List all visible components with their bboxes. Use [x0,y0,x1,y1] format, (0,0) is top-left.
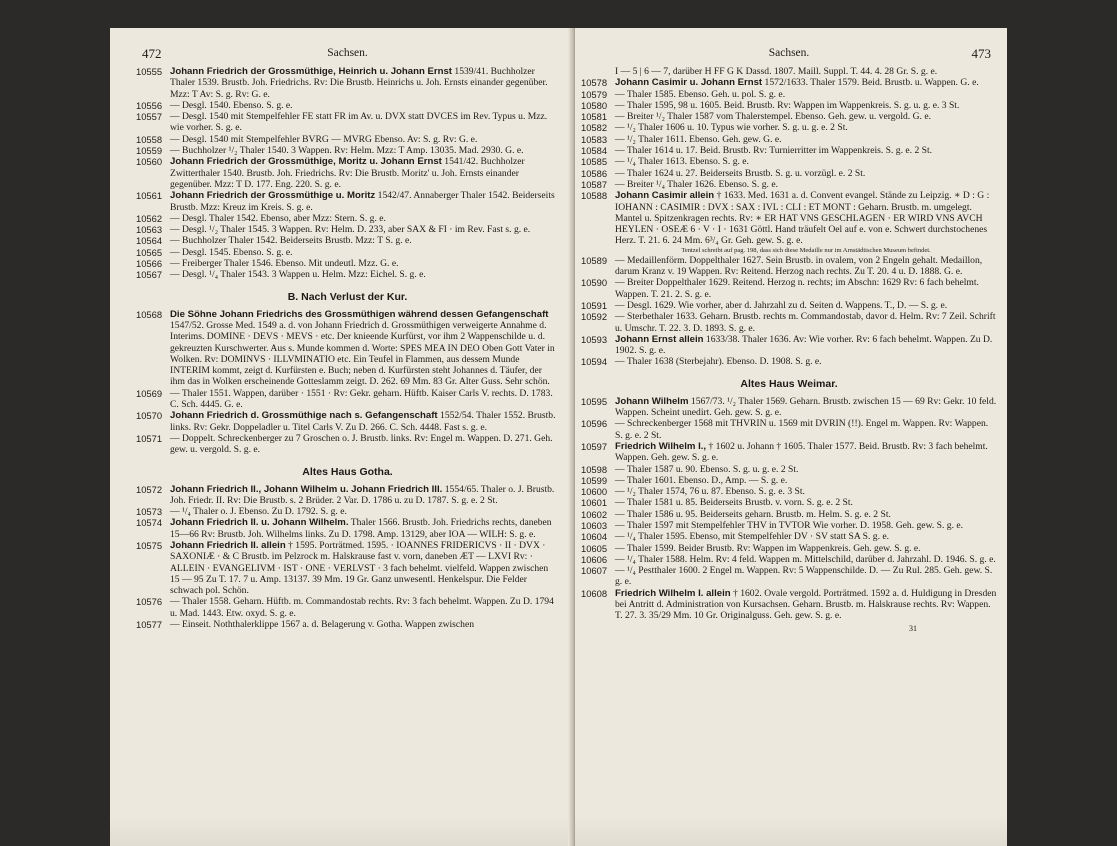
lot-number: 10603 [581,519,608,531]
catalog-entry [136,247,559,258]
entries-list [581,247,997,255]
catalog-entry [136,540,559,596]
lot-number: 10588 [581,190,608,202]
entry-description: — Desgl. 1540. Ebenso. S. g. e. [170,99,293,111]
catalog-entry [581,588,997,622]
entry-description: — Schreckenberger 1568 mit THVRIN u. 1569 mit DVRIN (!!). Engel m. Wappen. Rv: Wappen. S. g. e. 2 St. [615,418,989,441]
entry-description: 1542/47. Annaberger Thaler 1542. Beiderseits Brustb. Mzz: Kreuz im Kreis. S. g. e. [170,190,555,213]
signature-mark: 31 [909,623,917,633]
section-heading: Altes Haus Gotha. [302,465,393,478]
lot-number: 10583 [581,133,608,145]
catalog-entry [581,356,997,367]
catalog-entry [136,235,559,246]
lot-number: 10589 [581,254,608,266]
catalog-entry [581,464,997,475]
catalog-entry [581,300,997,311]
page-number: 472 [142,46,162,61]
entry-description: — Desgl. Thaler 1542. Ebenso, aber Mzz: Stern. S. g. e. [170,212,386,224]
right-page [575,28,1007,846]
entries-list [581,66,997,77]
entries-list [136,484,559,631]
lot-number: 10600 [581,486,608,498]
entry-heading: Die Söhne Johann Friedrichs des Grossmüthigen während dessen Gefangenschaft [170,308,549,320]
lot-number: 10597 [581,440,608,452]
entry-description: — ¹/₂ Thaler 1574, 76 u. 87. Ebenso. S. g. e. 3 St. [615,486,805,498]
lot-number: 10577 [136,619,163,631]
entry-description: — Breiter ¹/₂ Thaler 1587 vom Thalerstempel. Ebenso. Geh. gew. u. vergold. G. e. [615,111,931,123]
section-heading: Altes Haus Weimar. [740,377,838,390]
catalog-entry [581,145,997,156]
entry-heading: Johann Friedrich II. u. Johann Wilhelm. [170,517,349,529]
catalog-entry [581,509,997,520]
lot-number: 10562 [136,212,163,224]
entry-heading: Johann Casimir allein [615,190,715,202]
catalog-entry [136,156,559,190]
catalog-entry [581,111,997,122]
entries-list [581,77,997,246]
continuation-text: I — 5 | 6 — 7, darüber H FF G K Dassd. 1807. Maill. Suppl. T. 44. 4. 28 Gr. S. g. e. [615,66,938,77]
entry-description: — Thaler 1601. Ebenso. D., Amp. — S. g. e. [615,474,788,486]
entry-heading: Johann Friedrich der Grossmüthige, Moritz u. Johann Ernst [170,156,442,168]
catalog-entry [136,484,559,507]
entry-heading: Friedrich Wilhelm I., [615,440,707,452]
lot-number: 10608 [581,587,608,599]
lot-number: 10594 [581,356,608,368]
catalog-entry [136,506,559,517]
page-shadow [575,816,1007,846]
catalog-entry [581,497,997,508]
entry-description: — Thaler 1558. Geharn. Hüftb. m. Commandostab rechts. Rv: 3 fach behelmt. Wappen. Zu D. 1794 u. Mad. 1443. Etw. oxyd. S. g. e. [170,596,554,619]
catalog-entry [581,520,997,531]
catalog-entry [581,418,997,441]
page-number: 473 [971,46,991,61]
entry-description: 1541/42. Buchholzer Zwitterthaler 1540. Brustb. Joh. Friedrichs. Rv: Die Brustb. Moritz' u. Joh. Ernsts einander gegenüber. Mzz: T D. 177. Eng. 220. S. g. e. [170,156,525,190]
lot-number: 10607 [581,565,608,577]
entry-description: — Desgl. 1545. Ebenso. S. g. e. [170,246,293,258]
catalog-entry [136,111,559,134]
lot-number: 10561 [136,190,163,202]
catalog-entry [136,190,559,213]
lot-number: 10556 [136,99,163,111]
catalog-entry [136,596,559,619]
catalog-entry [581,122,997,133]
catalog-entry [581,89,997,100]
entries-list [581,396,997,622]
entry-description: — Desgl. ¹/₂ Thaler 1545. 3 Wappen. Rv: Helm. D. 233, aber SAX & FI · im Rev. Fast s. g. e. [170,224,531,236]
lot-number: 10601 [581,497,608,509]
catalog-entry [136,433,559,456]
lot-number: 10559 [136,145,163,157]
entry-description: — Einseit. Noththalerklippe 1567 a. d. Belagerung v. Gotha. Wappen zwischen [170,619,475,631]
entry-description: — Thaler 1614 u. 17. Beid. Brustb. Rv: Turnierritter im Wappenkreis. S. g. e. 2 St. [615,145,933,157]
lot-number: 10569 [136,387,163,399]
page-header [136,46,559,66]
lot-number: 10570 [136,410,163,422]
catalog-entry [136,517,559,540]
lot-number: 10574 [136,517,163,529]
catalog-entry [136,269,559,280]
page-header [581,46,997,66]
entries-list [136,66,559,281]
lot-number: 10568 [136,308,163,320]
entry-description: — Medaillenförm. Doppelthaler 1627. Sein Brustb. in ovalem, von 2 Engeln gehalt. Medaillon, darum Kranz v. 19 Wappen. Rv: Reitend. Herzog nach rechts. Zu T. 20. 4 u. D. 1888. G. e. [615,254,983,278]
catalog-entry [581,543,997,554]
footnote: Tentzel schreibt auf pag. 198, dass sich diese Medaille nur im Arnstädtischen Museum befindet. [681,246,931,254]
catalog-entry [581,168,997,179]
entry-description: 1554/65. Thaler o. J. Brustb. Joh. Friedr. II. Rv: Die Brustb. s. 2 Brüder. 2 Var. D. 1786 u. zu D. 1787. S. g. e. 2 St. [170,483,555,506]
entry-description: — Thaler 1624 u. 27. Beiderseits Brustb. S. g. u. vorzügl. e. 2 St. [615,167,866,179]
entry-description: † 1602 u. Johann † 1605. Thaler 1577. Beid. Brustb. Rv: 3 fach behelmt. Wappen. Geh. gew. S. g. e. [615,440,988,464]
entry-heading: Johann Friedrich der Grossmüthige u. Moritz [170,190,376,202]
catalog-entry [136,213,559,224]
entry-description: — Desgl. 1540 mit Stempelfehler FE statt FR im Av. u. DVX statt DVCES im Rev. Typus u. Mzz. wie vorher. S. g. e. [170,111,548,134]
lot-number: 10575 [136,539,163,551]
catalog-entry [136,134,559,145]
catalog-entry [581,179,997,190]
entry-description: — Breiter ¹/₄ Thaler 1626. Ebenso. S. g. e. [615,178,778,190]
entry-description: Thaler 1566. Brustb. Joh. Friedrichs rechts, daneben 15—66 Rv: Brustb. Joh. Wilhelms links. Zu D. 1798. Amp. 13129, aber IOA — WILH: S. g. e. [170,517,552,540]
entry-description: 1567/73. ¹/₂ Thaler 1569. Geharn. Brustb. zwischen 15 — 69 Rv: Gekr. 10 feld. Wappen. Scheint unedirt. Geh. gew. S. g. e. [615,395,997,419]
lot-number: 10586 [581,167,608,179]
entry-description: — Buchholzer Thaler 1542. Beiderseits Brustb. Mzz: T S. g. e. [170,235,412,247]
entry-description: — ¹/₂ Thaler 1606 u. 10. Typus wie vorher. S. g. u. g. e. 2 St. [615,122,848,134]
catalog-entry [136,258,559,269]
catalog-entry [581,554,997,565]
entry-description: 1572/1633. Thaler 1579. Beid. Brustb. u. Wappen. G. e. [764,77,979,89]
entry-heading: Johann Wilhelm [615,395,689,407]
catalog-entry [581,100,997,111]
entry-heading: Johann Friedrich d. Grossmüthige nach s. Gefangenschaft [170,410,438,422]
section-heading: B. Nach Verlust der Kur. [287,290,408,303]
entry-heading: Johann Ernst allein [615,333,704,345]
catalog-entry [581,156,997,167]
entry-description: — Thaler 1595, 98 u. 1605. Beid. Brustb. Rv: Wappen im Wappenkreis. S. g. u. g. e. 3 St. [615,99,960,111]
entry-heading: Johann Friedrich II. allein [170,539,286,551]
lot-number: 10560 [136,156,163,168]
catalog-entry [581,334,997,357]
lot-number: 10592 [581,311,608,323]
catalog-entry [136,66,559,100]
entry-description: — Thaler 1581 u. 85. Beiderseits Brustb. v. vorn. S. g. e. 2 St. [615,497,853,509]
lot-number: 10596 [581,418,608,430]
lot-number: 10581 [581,111,608,123]
entry-description: — Freiberger Thaler 1546. Ebenso. Mit undeutl. Mzz. G. e. [170,258,399,270]
catalog-entry [136,309,559,388]
entry-description: — Thaler 1551. Wappen, darüber · 1551 · Rv: Gekr. geharn. Hüftb. Kaiser Carls V. rechts. D. 1783. C. Sch. 4445. G. e. [170,387,553,411]
lot-number: 10579 [581,88,608,100]
catalog-entry [581,311,997,334]
lot-number: 10593 [581,333,608,345]
lot-number: 10564 [136,235,163,247]
catalog-entry [581,277,997,300]
entry-heading: Johann Friedrich der Grossmüthige, Heinrich u. Johann Ernst [170,66,452,77]
catalog-entry [581,255,997,278]
lot-number: 10563 [136,224,163,236]
entry-description: — ¹/₄ Thaler o. J. Ebenso. Zu D. 1792. S. g. e. [170,506,347,518]
lot-number: 10602 [581,508,608,520]
catalog-entry [136,388,559,411]
entry-description: — Doppelt. Schreckenberger zu 7 Groschen o. J. Brustb. links. Rv: Engel m. Wappen. D. 271. Geh. gew. u. vergold. S. g. e. [170,432,553,456]
catalog-entry [581,486,997,497]
lot-number: 10580 [581,99,608,111]
catalog-entry [581,190,997,246]
entry-description: † 1595. Porträtmed. 1595. · IOANNES FRIDERICVS · II · DVX · SAXONIÆ · & C Brustb. im Pelzrock m. Halskrause fast v. vorn, daneben ÆT — LXVI Rv: · ALLEIN · EVANGELIVM · IST · ONE · VERLVST · 3 fach behelmt. vielfeld. Wappen zwischen 15 — 95 Zu T. 17. 7 u. Amp. 13137. 39 Mm. 19 Gr. Ganz unwesentl. Henkelspur. Die Felder schwach pol. Schön. [170,539,549,597]
lot-number: 10572 [136,483,163,495]
lot-number: 10598 [581,463,608,475]
lot-number: 10604 [581,531,608,543]
entry-description: 1547/52. Grosse Med. 1549 a. d. von Johann Friedrich d. Grossmüthigen verweigerte Annahme d. Interims. DOMINE · DEVS · MEVS · etc. Der knieende Kurfürst, vor ihm 2 Wappenschilde u. d. gekreuzten Kurschwerter. Aus s. Munde kommen d. Worte: SPES MEA IN DEO Oben Gott Vater in Wolken. Rv: DOMINVS · ILLVMINATIO etc. Ein Teufel in Flammen, aus dessem Munde INTERIM kommt, zeigt d. Kurfürsten e. Buch; neben d. Kurfürsten steht Johannes d. Täufer, der ihm das in Wolken erscheinende Gotteslamm zeigt. D. 262. 69 Mm. 83 Gr. Alter Guss. Sehr schön. [170,319,555,388]
entry-description: — Sterbethaler 1633. Geharn. Brustb. rechts m. Commandostab, davor d. Helm. Rv: 7 Zeil. Schrift u. Umschr. T. 22. 3. D. 1893. S. g. e. [615,311,996,334]
lot-number: 10587 [581,178,608,190]
entry-description: — Buchholzer ¹/₂ Thaler 1540. 3 Wappen. Rv: Helm. Mzz: T Amp. 13035. Mad. 2930. G. e. [170,145,524,157]
entry-description: — Thaler 1587 u. 90. Ebenso. S. g. u. g. e. 2 St. [615,463,799,475]
catalog-entry [581,441,997,464]
catalog-entry [136,100,559,111]
entry-description: — ¹/₂ Thaler 1611. Ebenso. Geh. gew. G. e. [615,133,782,145]
entry-description: 1539/41. Buchholzer Thaler 1539. Brustb. Joh. Friedrichs. Rv: Die Brustb. Heinrichs u. Joh. Ernsts einander gegenüber. Mzz: T Av: S. g. Rv: G. e. [170,66,548,100]
entry-description: — Breiter Doppelthaler 1629. Reitend. Herzog n. rechts; im Abschn: 1629 Rv: 6 fach behelmt. Wappen. T. 21. 2. S. g. e. [615,277,979,300]
catalog-entry [581,565,997,588]
lot-number: 10567 [136,269,163,281]
lot-number: 10566 [136,258,163,270]
lot-number: 10582 [581,122,608,134]
entry-description: — Desgl. 1629. Wie vorher, aber d. Jahrzahl zu d. Seiten d. Wappens. T., D. — S. g. e. [615,299,948,311]
lot-number: 10584 [581,145,608,157]
entry-description: — Thaler 1638 (Sterbejahr). Ebenso. D. 1908. S. g. e. [615,356,822,368]
catalog-entry [136,619,559,630]
lot-number: 10557 [136,111,163,123]
entry-description: — Thaler 1585. Ebenso. Geh. u. pol. S. g. e. [615,88,786,100]
entry-description: — Desgl. 1540 mit Stempelfehler BVRG — MVRG Ebenso. Av: S. g. Rv: G. e. [170,133,478,145]
entry-description: † 1602. Ovale vergold. Porträtmed. 1592 a. d. Huldigung in Dresden bei Antritt d. Administration von Kursachsen. Geharn. Brustb. m. Halskrause rechts. Rv: Wappen. T. 27. 3. 35/29 Mm. 10 Gr. Originalguss. Geh. gew. S. g. e. [615,587,997,622]
catalog-entry [581,396,997,419]
entry-description: — Desgl. ¹/₄ Thaler 1543. 3 Wappen u. Helm. Mzz: Eichel. S. g. e. [170,269,426,281]
lot-number: 10591 [581,299,608,311]
lot-number: 10595 [581,395,608,407]
catalog-entry [136,224,559,235]
entry-description: — ¹/₄ Pestthaler 1600. 2 Engel m. Wappen. Rv: 5 Wappenschilde. D. — Zu Rul. 285. Geh. gew. S. g. e. [615,565,993,588]
entry-heading: Johann Friedrich II., Johann Wilhelm u. Johann Friedrich III. [170,483,443,495]
lot-number: 10576 [136,596,163,608]
entry-description: — ¹/₄ Thaler 1588. Helm. Rv: 4 feld. Wappen m. Mittelschild, darüber d. Jahrzahl. D. 1946. S. g. e. [615,553,996,565]
running-title: Sachsen. [768,47,810,59]
lot-number: 10571 [136,432,163,444]
entry-description: † 1633. Med. 1631 a. d. Convent evangel. Stände zu Leipzig. ∗ D : G : IOHANN : CASIMIR : DVX : SAX : IVL : CLI : ET MONT : Geharn. Brustb. m. umgelegt. Mantel u. Spitzenkragen rechts. Rv: ∗ ER HAT VNS GESCHLAGEN · ER WIRD VNS AVCH HEYLEN · OSEÆ 6 · V · I · 1631 Göttl. Hand träufelt Oel auf e. von e. Schwert durchstochenes Herz. T. 21. 6. 24 Mm. 6³/₄ Gr. Geh. gew. S. g. e. [615,190,990,247]
catalog-entry [581,134,997,145]
lot-number: 10605 [581,542,608,554]
catalog-entry [136,410,559,433]
entry-description: 1552/54. Thaler 1552. Brustb. links. Rv: Gekr. Doppeladler u. Titel Carls V. Zu D. 266. C. Sch. 4448. Fast s. g. e. [170,410,556,433]
catalog-entry [581,77,997,88]
lot-number: 10585 [581,156,608,168]
page-shadow [110,816,573,846]
lot-number: 10558 [136,133,163,145]
entry-heading: Johann Casimir u. Johann Ernst [615,77,763,89]
entry-description: — Thaler 1597 mit Stempelfehler THV in TVTOR Wie vorher. D. 1958. Geh. gew. S. g. e. [615,519,964,531]
lot-number: 10573 [136,506,163,518]
entries-list [136,309,559,456]
entry-description: 1633/38. Thaler 1636. Av: Wie vorher. Rv: 6 fach behelmt. Wappen. Zu D. 1902. S. g. e. [615,333,993,357]
catalog-entry [136,145,559,156]
entry-description: — Thaler 1599. Beider Brustb. Rv: Wappen im Wappenkreis. Geh. gew. S. g. e. [615,542,921,554]
catalog-entry [581,531,997,542]
lot-number: 10599 [581,474,608,486]
lot-number: 10590 [581,277,608,289]
catalog-entry [581,475,997,486]
entries-list [581,255,997,368]
lot-number: 10578 [581,77,608,89]
left-page [110,28,573,846]
running-title: Sachsen. [327,47,368,59]
lot-number: 10606 [581,553,608,565]
entry-heading: Friedrich Wilhelm I. allein [615,587,731,599]
lot-number: 10565 [136,246,163,258]
entry-description: — ¹/₄ Thaler 1613. Ebenso. S. g. e. [615,156,749,168]
lot-number: 10555 [136,66,163,77]
entry-description: — Thaler 1586 u. 95. Beiderseits geharn. Brustb. m. Helm. S. g. e. 2 St. [615,508,891,520]
entry-description: — ¹/₄ Thaler 1595. Ebenso, mit Stempelfehler DV · SV statt SA S. g. e. [615,531,890,543]
